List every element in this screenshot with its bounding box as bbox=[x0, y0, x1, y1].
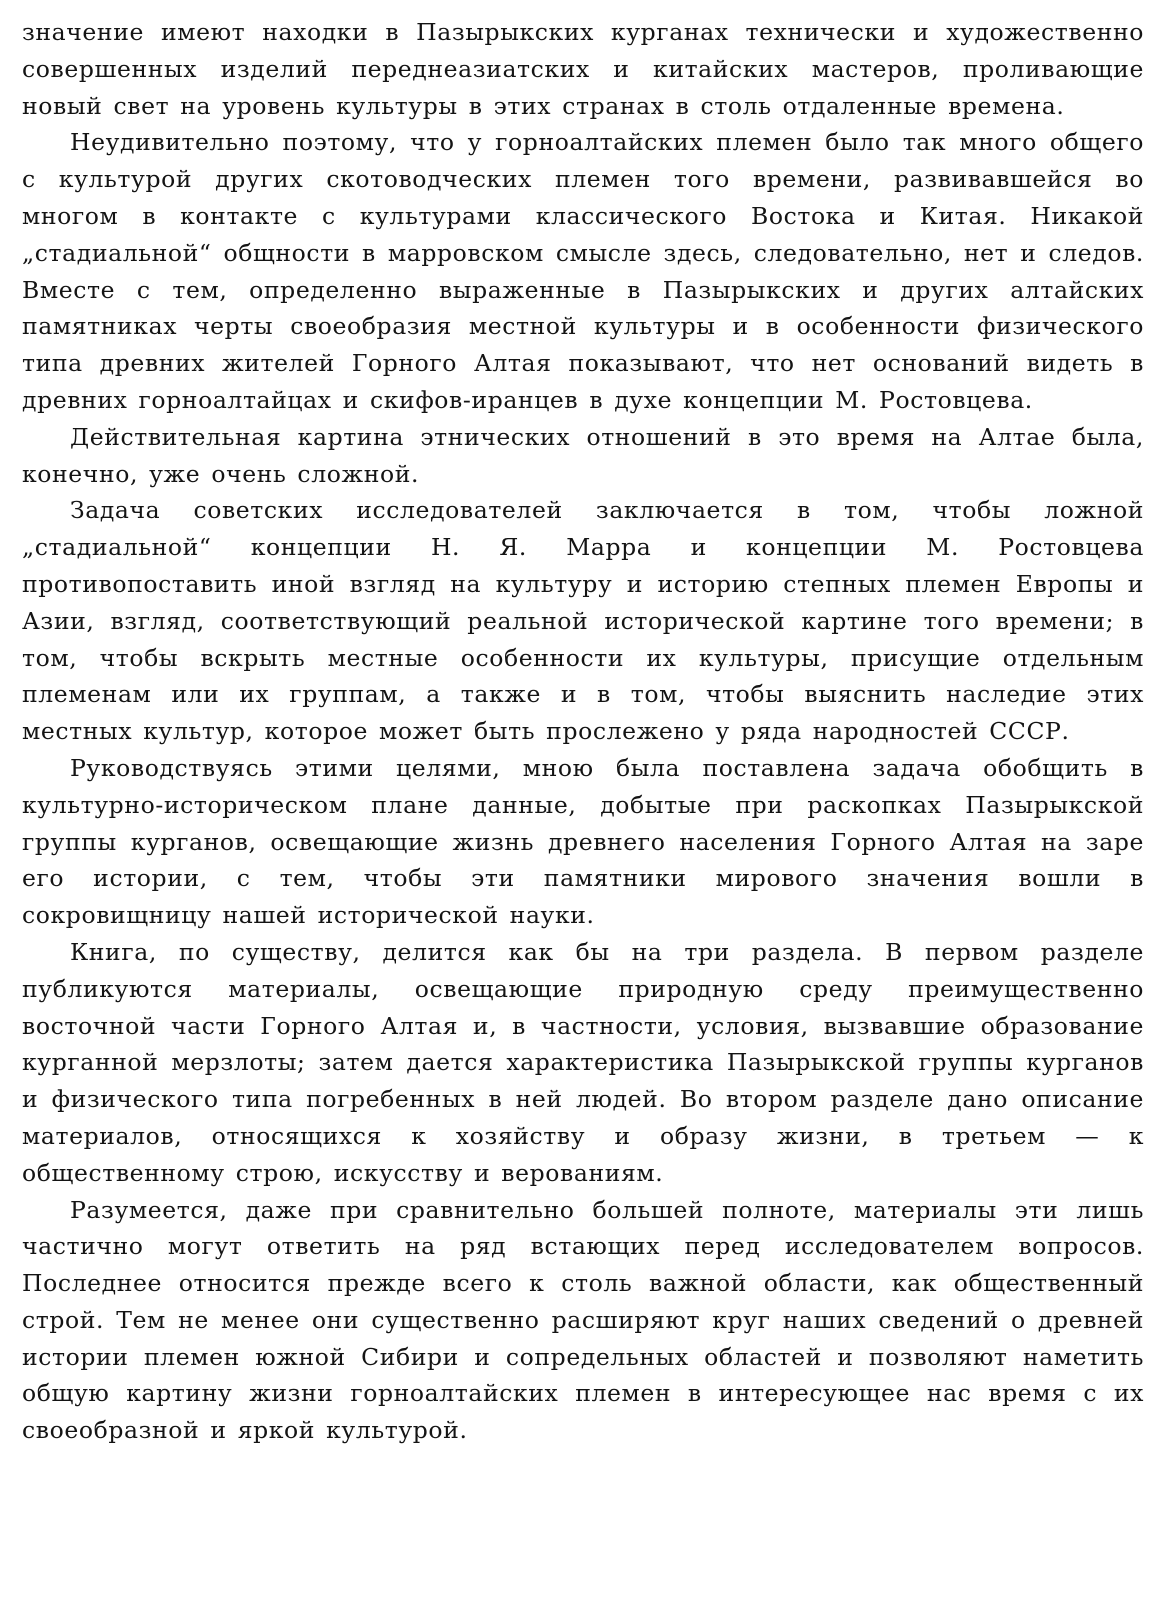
paragraph-book-structure: Книга, по существу, делится как бы на три раздела. В первом разделе публикуются материалы, освещающие природную среду преимущественно восточной части Горного Алтая и, в частности, условия, вызвавшие образование курганной мерзлоты; затем дается характеристика Пазырыкской группы курганов и физического типа погребенных в ней людей. Во втором разделе дано описание материалов, относящихся к хозяйству и образу жизни, в третьем — к общественному строю, искусству и верованиям. bbox=[22, 937, 1144, 1187]
paragraph-cultural-similarity: Неудивительно поэтому, что у горноалтайских племен было так много общего с культурой других скотоводческих племен того времени, развивавшейся во многом в контакте с культурами классического Востока и Китая. Никакой „стадиальной“ общности в марровском смысле здесь, следовательно, нет и следов. Вместе с тем, определенно выраженные в Пазырыкских и других алтайских памятниках черты своеобразия местной культуры и в особенности физического типа древних жителей Горного Алтая показывают, что нет оснований видеть в древних горноалтайцах и скифов-иранцев в духе концепции М. Ростовцева. bbox=[22, 128, 1144, 414]
paragraph-ethnic-relations: Действительная картина этнических отношений в это время на Алтае была, конечно, уже очень сложной. bbox=[22, 422, 1144, 488]
paragraph-conclusion: Разумеется, даже при сравнительно большей полноте, материалы эти лишь частично могут ответить на ряд встающих перед исследователем вопросов. Последнее относится прежде всего к столь важной области, как общественный строй. Тем не менее они существенно расширяют круг наших сведений о древней истории племен южной Сибири и сопредельных областей и позволяют наметить общую картину жизни горноалтайских племен в интересующее нас время с их своеобразной и яркой культурой. bbox=[22, 1195, 1144, 1445]
document-page bbox=[22, 14, 1144, 1449]
paragraph-continuation: значение имеют находки в Пазырыкских курганах технически и художественно совершенных изделий переднеазиатских и китайских мастеров, проливающие новый свет на уровень культуры в этих странах в столь отдаленные времена. bbox=[22, 18, 1144, 120]
paragraph-author-goal: Руководствуясь этими целями, мною была поставлена задача обобщить в культурно-историческом плане данные, добытые при раскопках Пазырыкской группы курганов, освещающие жизнь древнего населения Горного Алтая на заре его истории, с тем, чтобы эти памятники мирового значения вошли в сокровищницу нашей исторической науки. bbox=[22, 753, 1144, 930]
paragraph-research-task: Задача советских исследователей заключается в том, чтобы ложной „стадиальной“ концепции Н. Я. Марра и концепции М. Ростовцева противопоставить иной взгляд на культуру и историю степных племен Европы и Азии, взгляд, соответствующий реальной исторической картине того времени; в том, чтобы вскрыть местные особенности их культуры, присущие отдельным племенам или их группам, а также и в том, чтобы выяснить наследие этих местных культур, которое может быть прослежено у ряда народностей СССР. bbox=[22, 496, 1144, 746]
